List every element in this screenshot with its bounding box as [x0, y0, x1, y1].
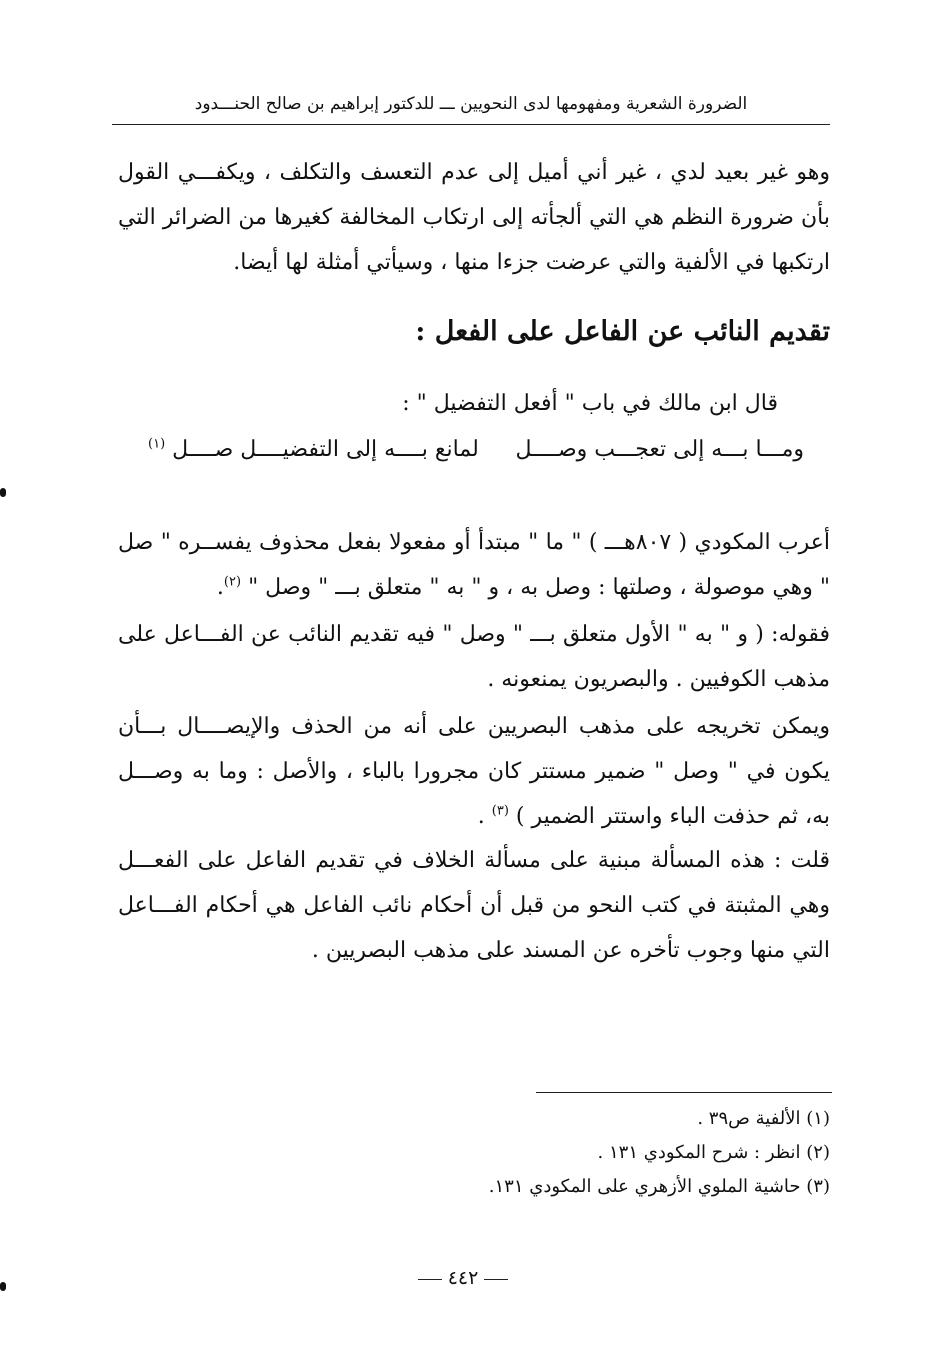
paragraph-1 [118, 150, 830, 285]
header-rule [112, 124, 830, 125]
paragraph-4-end: . [477, 804, 485, 829]
scan-mark [0, 488, 6, 497]
paragraph-3 [118, 612, 830, 702]
paragraph-1-text: وهو غير بعيد لدي ، غير أني أميل إلى عدم التعسف والتكلف ، ويكفـــي القول بأن ضرورة النظم هي التي ألجأته إلى ارتكاب المخالفة كغيرها من الضرائر التي ارتكبها في الألفية والتي عرضت جزءا منها ، وسيأتي أمثلة لها أيضا. [118, 160, 830, 275]
footnote-ref-2: (٢) [223, 574, 242, 590]
page-number-text: ٤٤٢ [447, 1267, 479, 1289]
page-number [0, 1264, 926, 1292]
running-header: الضرورة الشعرية ومفهومها لدى النحويين ـــ للدكتور إبراهيم بن صالح الحنـــدود [194, 94, 748, 114]
verse-first-hemistich: ومـــا بـــه إلى تعجـــب وصــــل [515, 437, 804, 462]
paragraph-5-text: قلت : هذه المسألة مبنية على مسألة الخلاف في تقديم الفاعل على الفعـــل وهي المثبتة في كتب النحو من قبل أن أحكام نائب الفاعل هي أحكام الفـــاعل التي منها وجوب تأخره عن المسند على مذهب البصريين . [118, 848, 830, 963]
page-number-dash-right [484, 1279, 508, 1280]
paragraph-2 [118, 520, 830, 610]
scan-mark [0, 1282, 6, 1291]
verse-intro: قال ابن مالك في باب " أفعل التفضيل " : [402, 391, 778, 416]
footnote-1: (١) الألفية ص٣٩ . [697, 1108, 830, 1129]
footnote-ref-1: (١) [148, 436, 166, 452]
verse-second-hemistich: لمانع بــــه إلى التفضيــــل صــــل [172, 437, 479, 462]
verse-second-hemistich-wrap [148, 428, 479, 472]
paragraph-2-text: أعرب المكودي ( ٨٠٧هـــ ) " ما " مبتدأ أو مفعولا بفعل محذوف يفســره " صل " وهي موصولة ، وصلتها : وصل به ، و " به " متعلق بـــ " وصل " [118, 530, 830, 600]
footnote-3: (٣) حاشية الملوي الأزهري على المكودي ١٣١. [488, 1176, 830, 1197]
paragraph-3-text: فقوله: ( و " به " الأول متعلق بـــ " وصل " فيه تقديم النائب عن الفـــاعل على مذهب الكوفيين . والبصريون يمنعونه . [118, 622, 830, 692]
footnote-rule [536, 1092, 832, 1093]
section-heading: تقديم النائب عن الفاعل على الفعل : [415, 316, 830, 347]
paragraph-2-end: . [216, 575, 224, 600]
paragraph-4-text: ويمكن تخريجه على مذهب البصريين على أنه من الحذف والإيصــــال بـــأن يكون في " وصل " ضمير مستتر كان مجرورا بالباء ، والأصل : وما به وصـــل به، ثم حذفت الباء واستتر الضمير ) [118, 714, 830, 829]
footnote-2: (٢) انظر : شرح المكودي ١٣١ . [597, 1142, 830, 1163]
verse-line [100, 428, 830, 472]
footnote-ref-3: (٣) [491, 803, 509, 819]
paragraph-5 [118, 838, 830, 973]
page-number-dash-left [418, 1279, 442, 1280]
footnotes [330, 1102, 830, 1204]
paragraph-4 [118, 704, 830, 839]
